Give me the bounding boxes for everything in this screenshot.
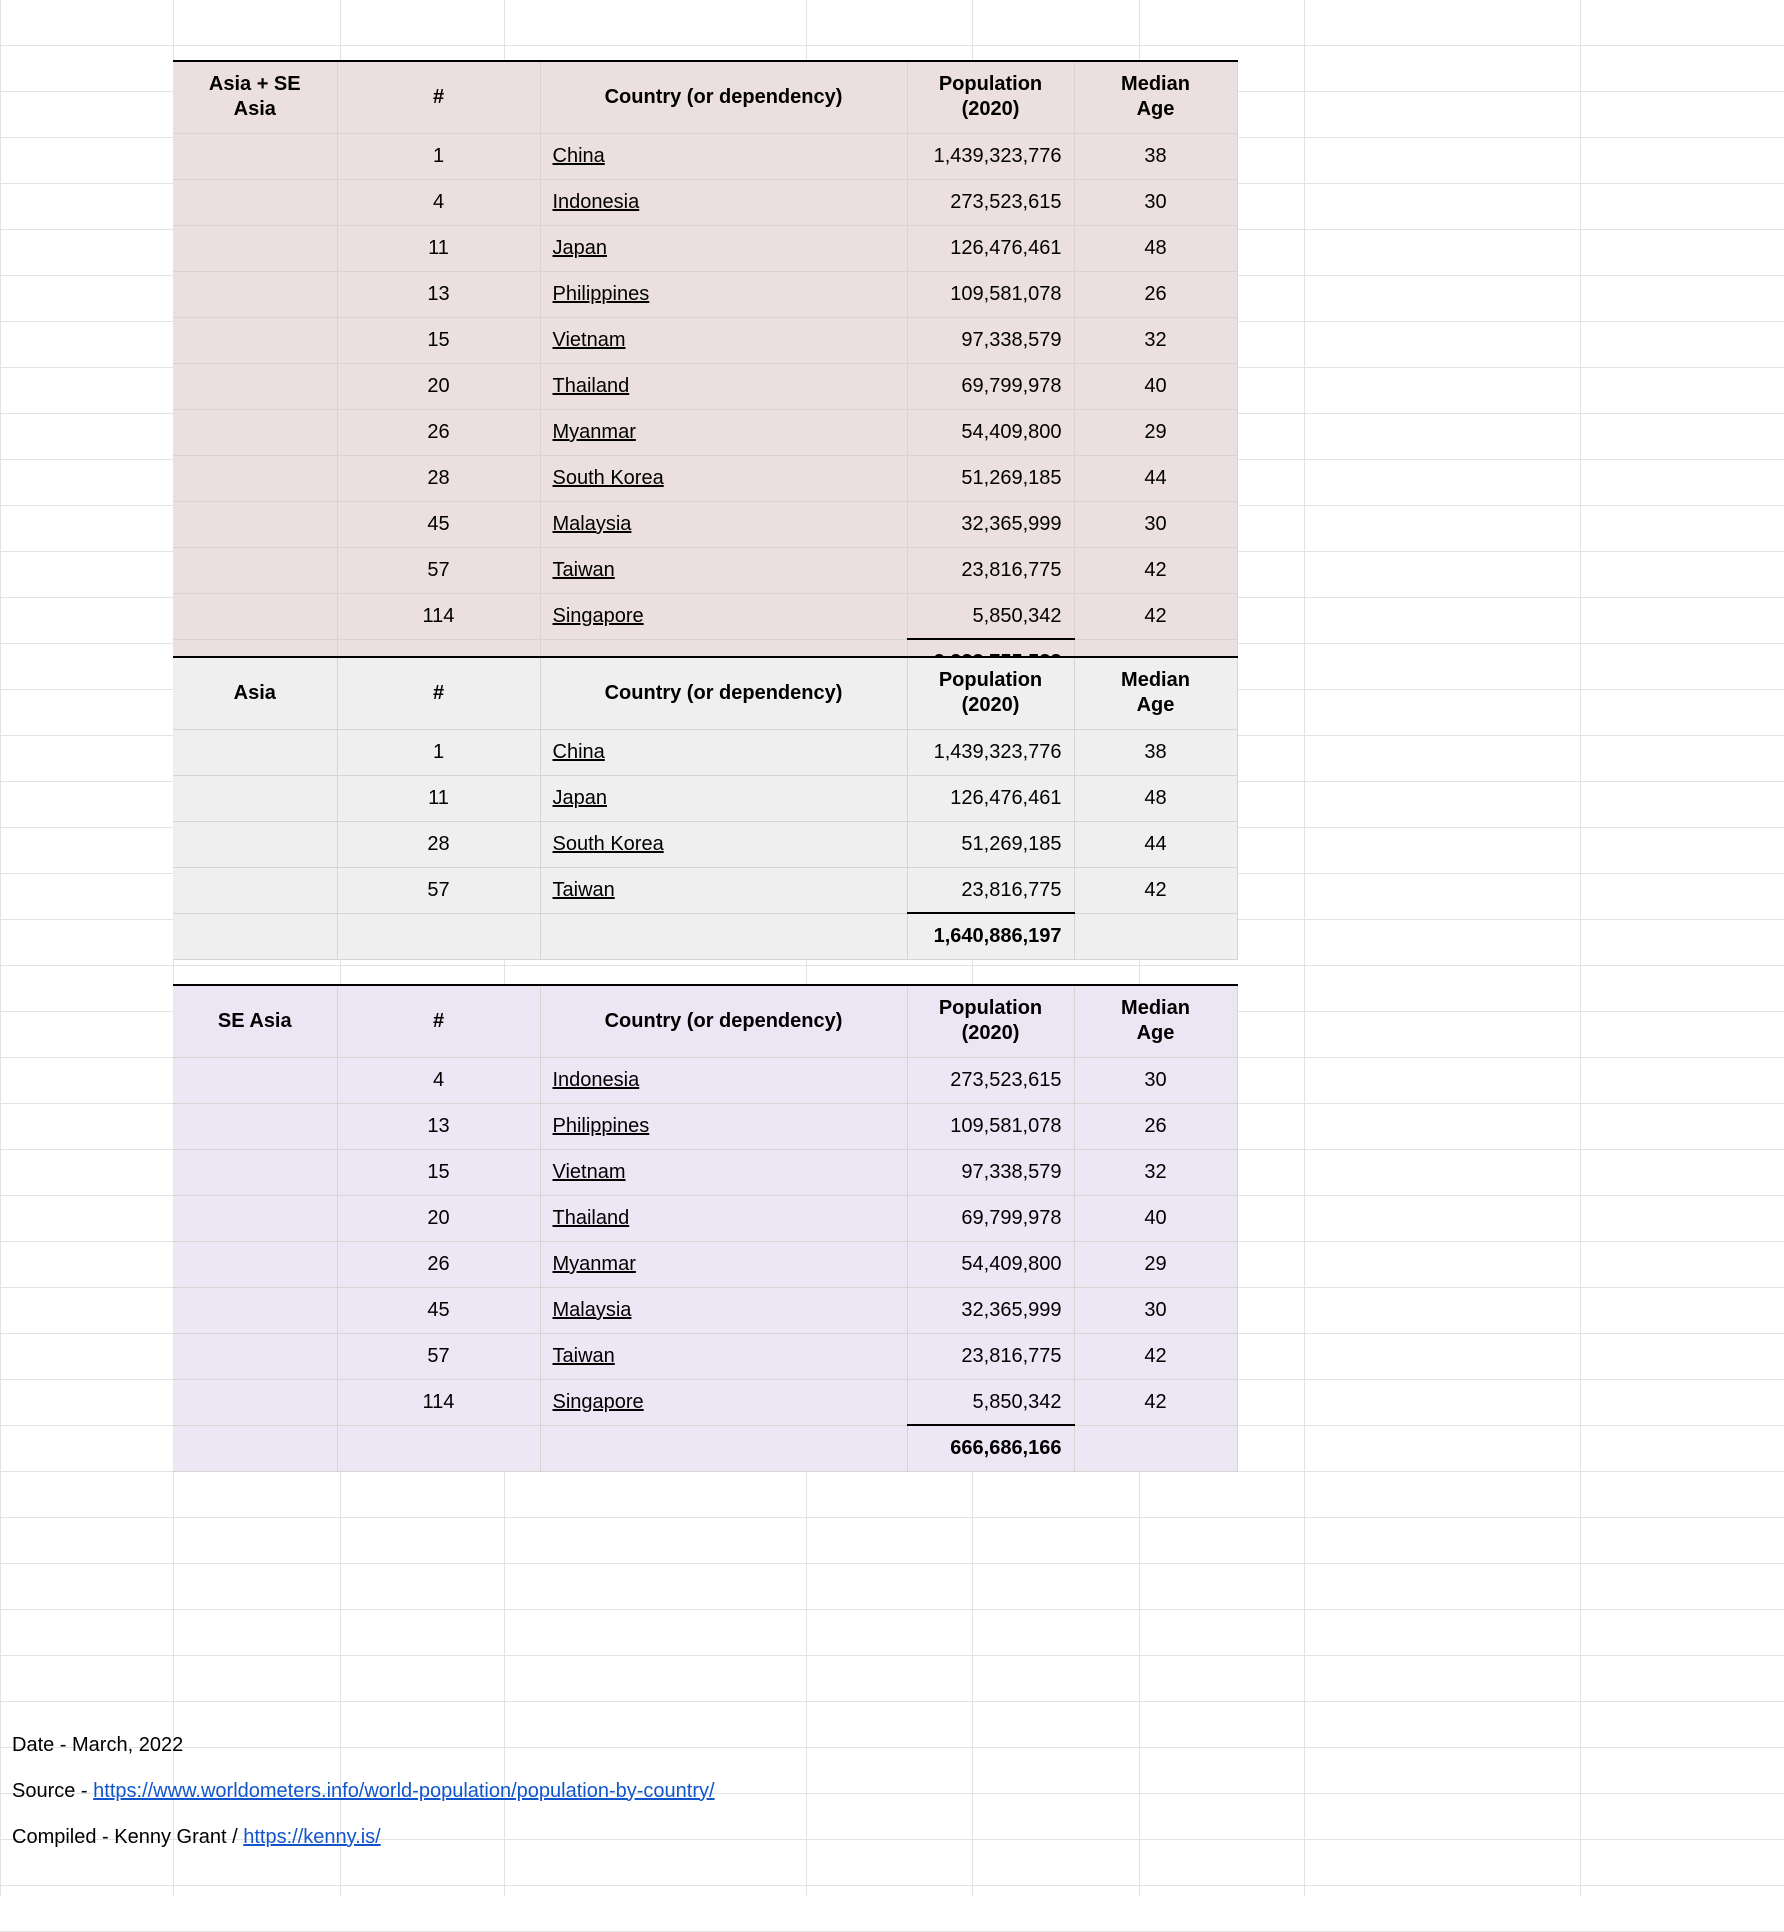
cell-median-age: 40 bbox=[1074, 1195, 1237, 1241]
cell-median-age: 30 bbox=[1074, 1287, 1237, 1333]
table-header-row bbox=[173, 657, 1237, 729]
spacer-cell bbox=[173, 1195, 337, 1241]
header-population: Population (2020) bbox=[907, 985, 1074, 1057]
cell-country[interactable] bbox=[540, 1379, 907, 1425]
group-label-text: Asia + SE Asia bbox=[208, 73, 301, 121]
cell-median-age: 38 bbox=[1074, 133, 1237, 179]
country-link[interactable]: Indonesia bbox=[552, 1069, 640, 1091]
table-header-row bbox=[173, 985, 1237, 1057]
header-median-age: Median Age bbox=[1074, 657, 1237, 729]
table-row[interactable] bbox=[173, 133, 1237, 179]
spacer-cell bbox=[173, 1287, 337, 1333]
cell-rank: 4 bbox=[337, 1057, 540, 1103]
cell-rank: 45 bbox=[337, 1287, 540, 1333]
grid-row bbox=[0, 1472, 1784, 1518]
cell-country[interactable] bbox=[540, 821, 907, 867]
cell-country[interactable] bbox=[540, 775, 907, 821]
cell-median-age: 42 bbox=[1074, 1333, 1237, 1379]
cell-country[interactable] bbox=[540, 867, 907, 913]
header-country: Country (or dependency) bbox=[540, 61, 907, 133]
grid-column-divider bbox=[1580, 0, 1581, 1896]
cell-population: 97,338,579 bbox=[907, 317, 1074, 363]
country-link[interactable]: Vietnam bbox=[552, 1161, 626, 1183]
cell-median-age: 32 bbox=[1074, 317, 1237, 363]
country-link[interactable]: Singapore bbox=[552, 1391, 644, 1413]
cell-median-age: 38 bbox=[1074, 729, 1237, 775]
spacer-cell bbox=[173, 1333, 337, 1379]
country-link[interactable]: Taiwan bbox=[552, 559, 615, 581]
country-link[interactable]: South Korea bbox=[552, 833, 664, 855]
header-population: Population (2020) bbox=[907, 657, 1074, 729]
cell-median-age: 42 bbox=[1074, 1379, 1237, 1425]
spacer-cell bbox=[1074, 913, 1237, 959]
country-link[interactable]: Philippines bbox=[552, 1115, 650, 1137]
cell-country[interactable] bbox=[540, 133, 907, 179]
country-link[interactable]: Japan bbox=[552, 787, 607, 809]
cell-rank: 26 bbox=[337, 1241, 540, 1287]
cell-rank: 57 bbox=[337, 547, 540, 593]
header-rank: # bbox=[337, 657, 540, 729]
cell-population: 97,338,579 bbox=[907, 1149, 1074, 1195]
cell-population: 69,799,978 bbox=[907, 1195, 1074, 1241]
table-asia[interactable] bbox=[173, 656, 1238, 960]
cell-population: 32,365,999 bbox=[907, 501, 1074, 547]
cell-country[interactable] bbox=[540, 363, 907, 409]
table-row[interactable] bbox=[173, 455, 1237, 501]
cell-median-age: 42 bbox=[1074, 867, 1237, 913]
cell-population: 54,409,800 bbox=[907, 1241, 1074, 1287]
cell-rank: 15 bbox=[337, 1149, 540, 1195]
table-header-row bbox=[173, 61, 1237, 133]
cell-country[interactable] bbox=[540, 729, 907, 775]
cell-population: 126,476,461 bbox=[907, 225, 1074, 271]
grid-row bbox=[0, 1886, 1784, 1932]
cell-median-age: 26 bbox=[1074, 1103, 1237, 1149]
spacer-cell bbox=[540, 1425, 907, 1471]
spacer-cell bbox=[173, 225, 337, 271]
country-link[interactable]: Japan bbox=[552, 237, 607, 259]
table-row[interactable] bbox=[173, 1379, 1237, 1425]
cell-rank: 28 bbox=[337, 821, 540, 867]
source-link[interactable]: https://www.worldometers.info/world-population/population-by-country/ bbox=[93, 1779, 715, 1802]
cell-country[interactable] bbox=[540, 1103, 907, 1149]
cell-rank: 20 bbox=[337, 1195, 540, 1241]
table-row[interactable] bbox=[173, 775, 1237, 821]
country-link[interactable]: Thailand bbox=[552, 375, 630, 397]
cell-median-age: 26 bbox=[1074, 271, 1237, 317]
spacer-cell bbox=[173, 1057, 337, 1103]
spacer-cell bbox=[173, 821, 337, 867]
table-se-asia[interactable] bbox=[173, 984, 1238, 1472]
cell-total-population: 1,640,886,197 bbox=[907, 913, 1074, 959]
country-link[interactable]: Vietnam bbox=[552, 329, 626, 351]
cell-population: 126,476,461 bbox=[907, 775, 1074, 821]
spacer-cell bbox=[173, 867, 337, 913]
cell-median-age: 48 bbox=[1074, 775, 1237, 821]
header-median-age: Median Age bbox=[1074, 61, 1237, 133]
footer-date-row bbox=[0, 1722, 1784, 1768]
cell-population: 23,816,775 bbox=[907, 1333, 1074, 1379]
cell-median-age: 42 bbox=[1074, 547, 1237, 593]
cell-country[interactable] bbox=[540, 1333, 907, 1379]
cell-population: 23,816,775 bbox=[907, 867, 1074, 913]
spacer-cell bbox=[1074, 1425, 1237, 1471]
cell-country[interactable] bbox=[540, 1241, 907, 1287]
spacer-cell bbox=[173, 729, 337, 775]
spacer-cell bbox=[173, 1241, 337, 1287]
cell-rank: 15 bbox=[337, 317, 540, 363]
spacer-cell bbox=[173, 593, 337, 639]
cell-country[interactable] bbox=[540, 225, 907, 271]
cell-median-age: 42 bbox=[1074, 593, 1237, 639]
cell-rank: 11 bbox=[337, 225, 540, 271]
table-row[interactable] bbox=[173, 1103, 1237, 1149]
footer-compiled-row bbox=[0, 1814, 1784, 1860]
cell-country[interactable] bbox=[540, 1287, 907, 1333]
group-label-cell bbox=[173, 61, 337, 133]
cell-median-age: 40 bbox=[1074, 363, 1237, 409]
header-country: Country (or dependency) bbox=[540, 985, 907, 1057]
header-median-age: Median Age bbox=[1074, 985, 1237, 1057]
table-row[interactable] bbox=[173, 1057, 1237, 1103]
cell-rank: 26 bbox=[337, 409, 540, 455]
spacer-cell bbox=[173, 363, 337, 409]
spacer-cell bbox=[337, 913, 540, 959]
cell-country[interactable] bbox=[540, 179, 907, 225]
table-total-row bbox=[173, 913, 1237, 959]
table-row[interactable] bbox=[173, 1287, 1237, 1333]
country-link[interactable]: Malaysia bbox=[552, 1299, 632, 1321]
spacer-cell bbox=[173, 913, 337, 959]
grid-row bbox=[0, 0, 1784, 46]
spacer-cell bbox=[173, 455, 337, 501]
footer-source-label: Source - bbox=[12, 1779, 94, 1802]
cell-country[interactable] bbox=[540, 1149, 907, 1195]
group-label-cell: SE Asia bbox=[173, 985, 337, 1057]
cell-rank: 114 bbox=[337, 1379, 540, 1425]
cell-population: 273,523,615 bbox=[907, 179, 1074, 225]
cell-rank: 45 bbox=[337, 501, 540, 547]
cell-rank: 13 bbox=[337, 1103, 540, 1149]
cell-population: 51,269,185 bbox=[907, 455, 1074, 501]
cell-country[interactable] bbox=[540, 1195, 907, 1241]
cell-population: 69,799,978 bbox=[907, 363, 1074, 409]
header-rank: # bbox=[337, 61, 540, 133]
country-link[interactable]: Indonesia bbox=[552, 191, 640, 213]
country-link[interactable]: Malaysia bbox=[552, 513, 632, 535]
cell-rank: 1 bbox=[337, 133, 540, 179]
author-site-link[interactable]: https://kenny.is/ bbox=[243, 1825, 381, 1848]
cell-rank: 13 bbox=[337, 271, 540, 317]
country-link[interactable]: Taiwan bbox=[552, 1345, 615, 1367]
grid-row bbox=[0, 1656, 1784, 1702]
grid-column-divider bbox=[1304, 0, 1305, 1896]
cell-population: 109,581,078 bbox=[907, 271, 1074, 317]
cell-population: 23,816,775 bbox=[907, 547, 1074, 593]
table-row[interactable] bbox=[173, 501, 1237, 547]
table-row[interactable] bbox=[173, 179, 1237, 225]
cell-rank: 20 bbox=[337, 363, 540, 409]
cell-population: 1,439,323,776 bbox=[907, 729, 1074, 775]
cell-population: 273,523,615 bbox=[907, 1057, 1074, 1103]
table-row[interactable] bbox=[173, 729, 1237, 775]
footer-source-row bbox=[0, 1768, 1784, 1814]
table-asia-plus-se-asia[interactable] bbox=[173, 60, 1238, 686]
table-row[interactable] bbox=[173, 1149, 1237, 1195]
table-row[interactable] bbox=[173, 593, 1237, 639]
cell-rank: 11 bbox=[337, 775, 540, 821]
header-population: Population (2020) bbox=[907, 61, 1074, 133]
cell-country[interactable] bbox=[540, 409, 907, 455]
table-row[interactable] bbox=[173, 1195, 1237, 1241]
table-total-row bbox=[173, 1425, 1237, 1471]
country-link[interactable]: Philippines bbox=[552, 283, 650, 305]
cell-rank: 1 bbox=[337, 729, 540, 775]
spacer-cell bbox=[173, 1103, 337, 1149]
cell-country[interactable] bbox=[540, 317, 907, 363]
table-row[interactable] bbox=[173, 225, 1237, 271]
cell-population: 5,850,342 bbox=[907, 1379, 1074, 1425]
cell-country[interactable] bbox=[540, 593, 907, 639]
spacer-cell bbox=[173, 271, 337, 317]
grid-row bbox=[0, 1610, 1784, 1656]
table-row[interactable] bbox=[173, 1333, 1237, 1379]
cell-total-population: 666,686,166 bbox=[907, 1425, 1074, 1471]
cell-country[interactable] bbox=[540, 1057, 907, 1103]
table-row[interactable] bbox=[173, 271, 1237, 317]
country-link[interactable]: Singapore bbox=[552, 605, 644, 627]
cell-rank: 114 bbox=[337, 593, 540, 639]
cell-median-age: 30 bbox=[1074, 179, 1237, 225]
footer-compiled-label: Compiled - Kenny Grant / bbox=[12, 1825, 244, 1848]
country-link[interactable]: Myanmar bbox=[552, 1253, 636, 1275]
cell-rank: 4 bbox=[337, 179, 540, 225]
grid-column-divider bbox=[0, 0, 1, 1896]
cell-population: 54,409,800 bbox=[907, 409, 1074, 455]
spacer-cell bbox=[173, 1149, 337, 1195]
table-row[interactable] bbox=[173, 363, 1237, 409]
cell-median-age: 48 bbox=[1074, 225, 1237, 271]
spacer-cell bbox=[173, 1425, 337, 1471]
table-row[interactable] bbox=[173, 409, 1237, 455]
grid-row bbox=[0, 1518, 1784, 1564]
group-label-cell: Asia bbox=[173, 657, 337, 729]
spacer-cell bbox=[173, 133, 337, 179]
cell-country[interactable] bbox=[540, 271, 907, 317]
cell-median-age: 44 bbox=[1074, 821, 1237, 867]
cell-rank: 57 bbox=[337, 867, 540, 913]
header-country: Country (or dependency) bbox=[540, 657, 907, 729]
cell-country[interactable] bbox=[540, 547, 907, 593]
cell-median-age: 44 bbox=[1074, 455, 1237, 501]
country-link[interactable]: South Korea bbox=[552, 467, 664, 489]
spacer-cell bbox=[173, 775, 337, 821]
spacer-cell bbox=[173, 501, 337, 547]
cell-median-age: 30 bbox=[1074, 1057, 1237, 1103]
spacer-cell bbox=[173, 409, 337, 455]
spacer-cell bbox=[337, 1425, 540, 1471]
cell-population: 51,269,185 bbox=[907, 821, 1074, 867]
cell-median-age: 29 bbox=[1074, 1241, 1237, 1287]
country-link[interactable]: China bbox=[552, 145, 605, 167]
cell-population: 1,439,323,776 bbox=[907, 133, 1074, 179]
cell-median-age: 30 bbox=[1074, 501, 1237, 547]
cell-country[interactable] bbox=[540, 455, 907, 501]
country-link[interactable]: Thailand bbox=[552, 1207, 630, 1229]
table-row[interactable] bbox=[173, 867, 1237, 913]
spacer-cell bbox=[173, 179, 337, 225]
header-rank: # bbox=[337, 985, 540, 1057]
spacer-cell bbox=[540, 913, 907, 959]
cell-country[interactable] bbox=[540, 501, 907, 547]
table-row[interactable] bbox=[173, 821, 1237, 867]
spacer-cell bbox=[173, 1379, 337, 1425]
country-link[interactable]: Taiwan bbox=[552, 879, 615, 901]
cell-population: 109,581,078 bbox=[907, 1103, 1074, 1149]
cell-median-age: 29 bbox=[1074, 409, 1237, 455]
spacer-cell bbox=[173, 317, 337, 363]
table-row[interactable] bbox=[173, 317, 1237, 363]
grid-row bbox=[0, 1564, 1784, 1610]
cell-population: 32,365,999 bbox=[907, 1287, 1074, 1333]
footer-date-text: Date - March, 2022 bbox=[12, 1733, 184, 1756]
cell-median-age: 32 bbox=[1074, 1149, 1237, 1195]
table-row[interactable] bbox=[173, 1241, 1237, 1287]
spacer-cell bbox=[173, 547, 337, 593]
table-row[interactable] bbox=[173, 547, 1237, 593]
cell-rank: 57 bbox=[337, 1333, 540, 1379]
country-link[interactable]: China bbox=[552, 741, 605, 763]
cell-population: 5,850,342 bbox=[907, 593, 1074, 639]
country-link[interactable]: Myanmar bbox=[552, 421, 636, 443]
cell-rank: 28 bbox=[337, 455, 540, 501]
